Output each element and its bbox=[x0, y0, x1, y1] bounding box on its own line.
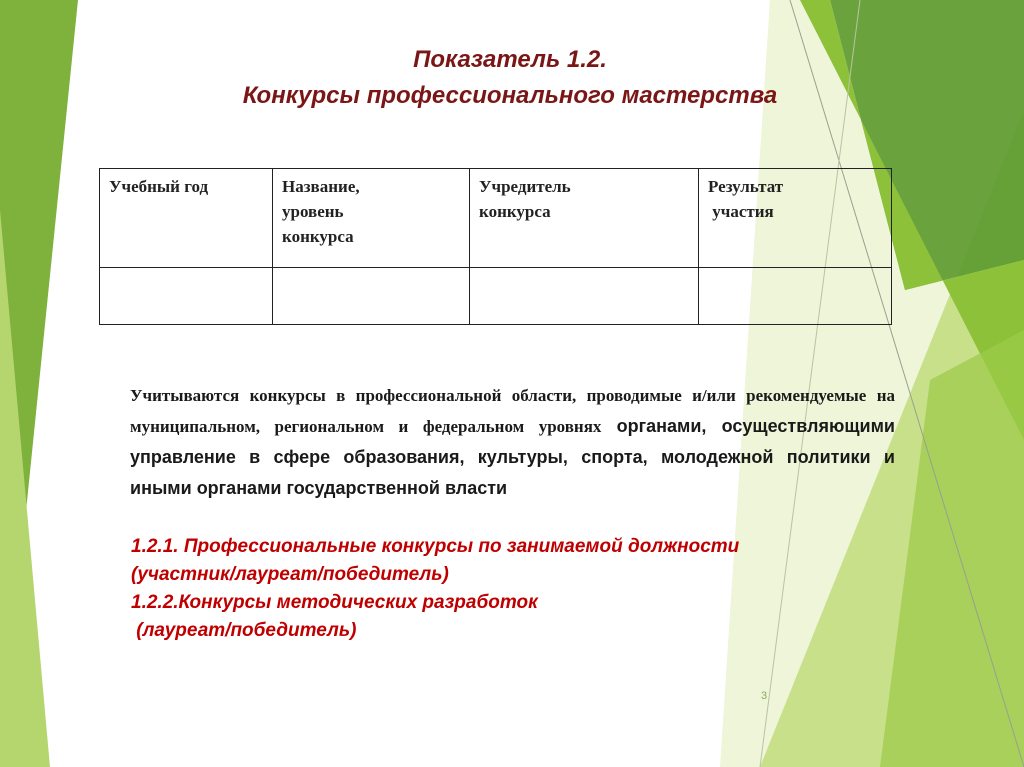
table-header-row bbox=[100, 169, 892, 268]
header-cell-text: Результат bbox=[708, 177, 784, 196]
header-cell-founder bbox=[470, 169, 699, 268]
header-cell-text: участия bbox=[708, 202, 774, 221]
header-cell-text: конкурса bbox=[282, 227, 354, 246]
contest-table bbox=[99, 168, 892, 325]
header-cell-text: Учредитель bbox=[479, 177, 571, 196]
list-item: (лауреат/победитель) bbox=[131, 620, 357, 641]
table-cell bbox=[100, 268, 273, 325]
table-cell bbox=[699, 268, 892, 325]
table-row bbox=[100, 268, 892, 325]
header-cell-text: конкурса bbox=[479, 202, 551, 221]
header-cell-text: уровень bbox=[282, 202, 344, 221]
paragraph-serif-part: Учитываются конкурсы в профессиональной области, проводимые и/или рекомендуемые на муниципальном, региональном и федеральном уровнях bbox=[130, 386, 895, 436]
contest-categories-list bbox=[131, 533, 891, 645]
slide-title bbox=[180, 42, 840, 114]
list-item: 1.2.1. Профессиональные конкурсы по занимаемой должности bbox=[131, 536, 740, 557]
page-number: 3 bbox=[761, 690, 768, 702]
table-cell bbox=[273, 268, 470, 325]
description-paragraph bbox=[130, 380, 895, 504]
header-cell-contest-name bbox=[273, 169, 470, 268]
list-item: (участник/лауреат/победитель) bbox=[131, 564, 449, 585]
header-cell-text: Название, bbox=[282, 177, 360, 196]
list-item: 1.2.2.Конкурсы методических разработок bbox=[131, 592, 538, 613]
table-cell bbox=[470, 268, 699, 325]
paragraph-sans-part: органами, осуществляющими управление в сфере образования, культуры, спорта, молодежной политики и иными органами государственной власти bbox=[130, 416, 895, 498]
header-cell-text: Учебный год bbox=[109, 177, 209, 196]
title-line-2: Конкурсы профессионального мастерства bbox=[242, 82, 778, 109]
header-cell-academic-year bbox=[100, 169, 273, 268]
header-cell-result bbox=[699, 169, 892, 268]
title-line-1: Показатель 1.2. bbox=[413, 46, 607, 73]
